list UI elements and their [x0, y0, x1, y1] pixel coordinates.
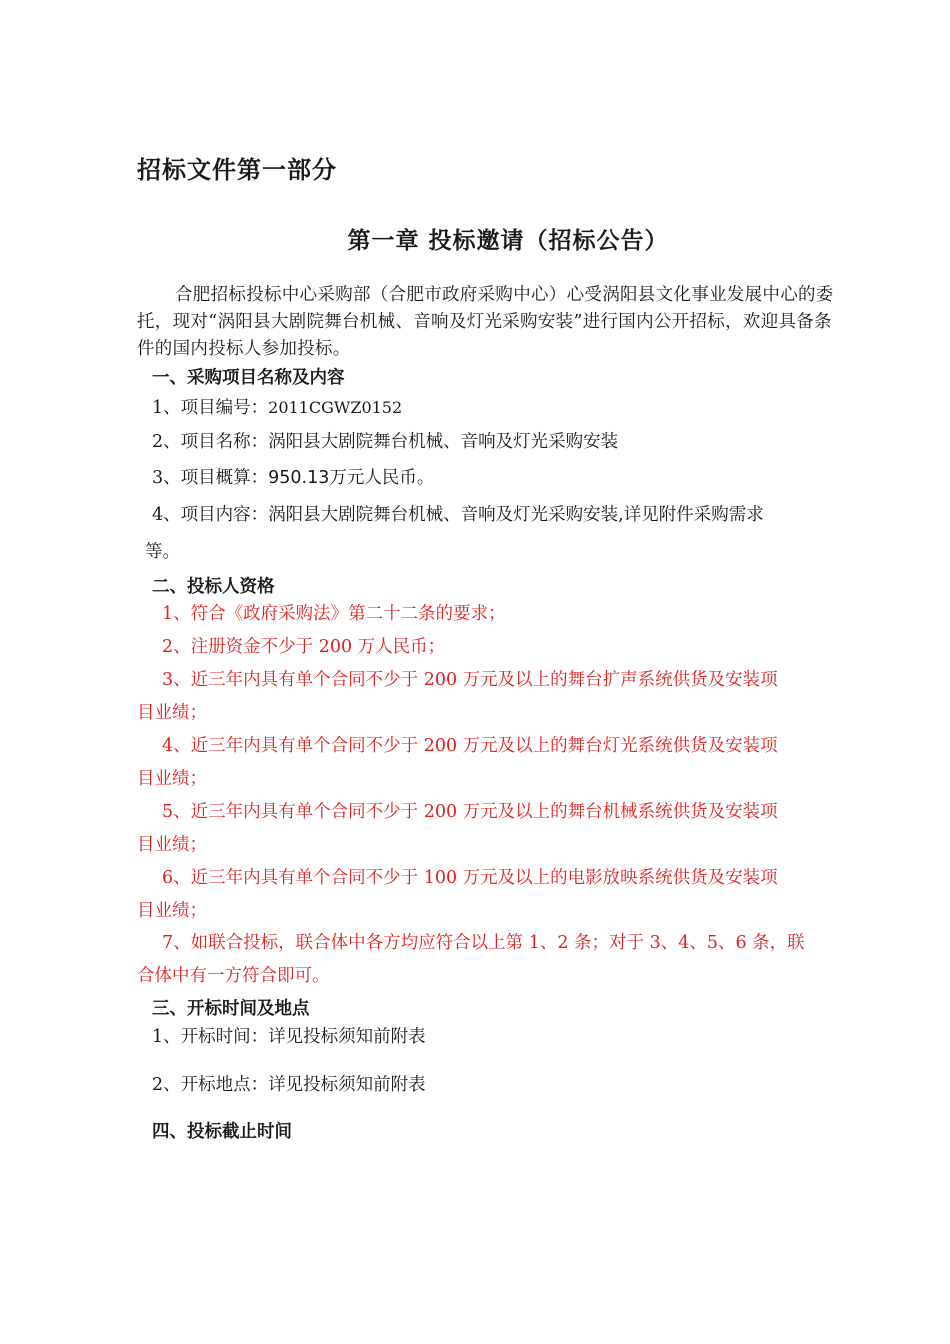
opening-time: 1、开标时间：详见投标须知前附表	[152, 1027, 426, 1047]
requirement-4-line1: 4、近三年内具有单个合同不少于 200 万元及以上的舞台灯光系统供货及安装项	[162, 736, 778, 756]
section1-heading: 一、采购项目名称及内容	[152, 368, 345, 388]
requirement-5-line2: 目业绩；	[137, 835, 207, 855]
requirement-6-line1: 6、近三年内具有单个合同不少于 100 万元及以上的电影放映系统供货及安装项	[162, 868, 778, 888]
section3-heading: 三、开标时间及地点	[152, 999, 310, 1019]
requirement-7-line2: 合体中有一方符合即可。	[137, 966, 330, 986]
section2-heading: 二、投标人资格	[152, 577, 275, 597]
requirement-2: 2、注册资金不少于 200 万人民币；	[162, 637, 446, 657]
intro-paragraph: 合肥招标投标中心采购部（合肥市政府采购中心）心受涡阳县文化事业发展中心的委托，现对“涡阳县大剧院舞台机械、音响及灯光采购安装”进行国内公开招标，欢迎具备条件的国内投标人参加投标。	[137, 285, 834, 359]
requirement-4-line2: 目业绩；	[137, 769, 207, 789]
project-content-line1: 4、项目内容：涡阳县大剧院舞台机械、音响及灯光采购安装,详见附件采购需求	[152, 505, 764, 525]
project-number-value: 2011CGWZ0152	[268, 398, 403, 417]
requirement-1: 1、符合《政府采购法》第二十二条的要求；	[162, 604, 506, 624]
project-budget-unit: 万元人民币。	[329, 468, 435, 488]
requirement-3-line2: 目业绩；	[137, 703, 207, 723]
requirement-7-line1: 7、如联合投标，联合体中各方均应符合以上第 1、2 条；对于 3、4、5、6 条，联	[162, 933, 805, 953]
project-name: 2、项目名称：涡阳县大剧院舞台机械、音响及灯光采购安装	[152, 432, 619, 452]
requirement-3-line1: 3、近三年内具有单个合同不少于 200 万元及以上的舞台扩声系统供货及安装项	[162, 670, 778, 690]
project-budget	[152, 464, 434, 489]
project-number-label: 1、项目编号：	[152, 398, 269, 418]
requirement-5-line1: 5、近三年内具有单个合同不少于 200 万元及以上的舞台机械系统供货及安装项	[162, 802, 778, 822]
project-budget-label: 3、项目概算：	[152, 468, 269, 488]
part-title: 招标文件第一部分	[137, 156, 337, 184]
section4-heading: 四、投标截止时间	[152, 1122, 292, 1142]
opening-location: 2、开标地点：详见投标须知前附表	[152, 1075, 426, 1095]
project-number	[152, 394, 402, 419]
project-budget-amount: 950.13	[268, 468, 330, 488]
project-content-line2: 等。	[145, 542, 180, 562]
chapter-title: 第一章 投标邀请（招标公告）	[347, 228, 669, 254]
requirement-6-line2: 目业绩；	[137, 901, 207, 921]
